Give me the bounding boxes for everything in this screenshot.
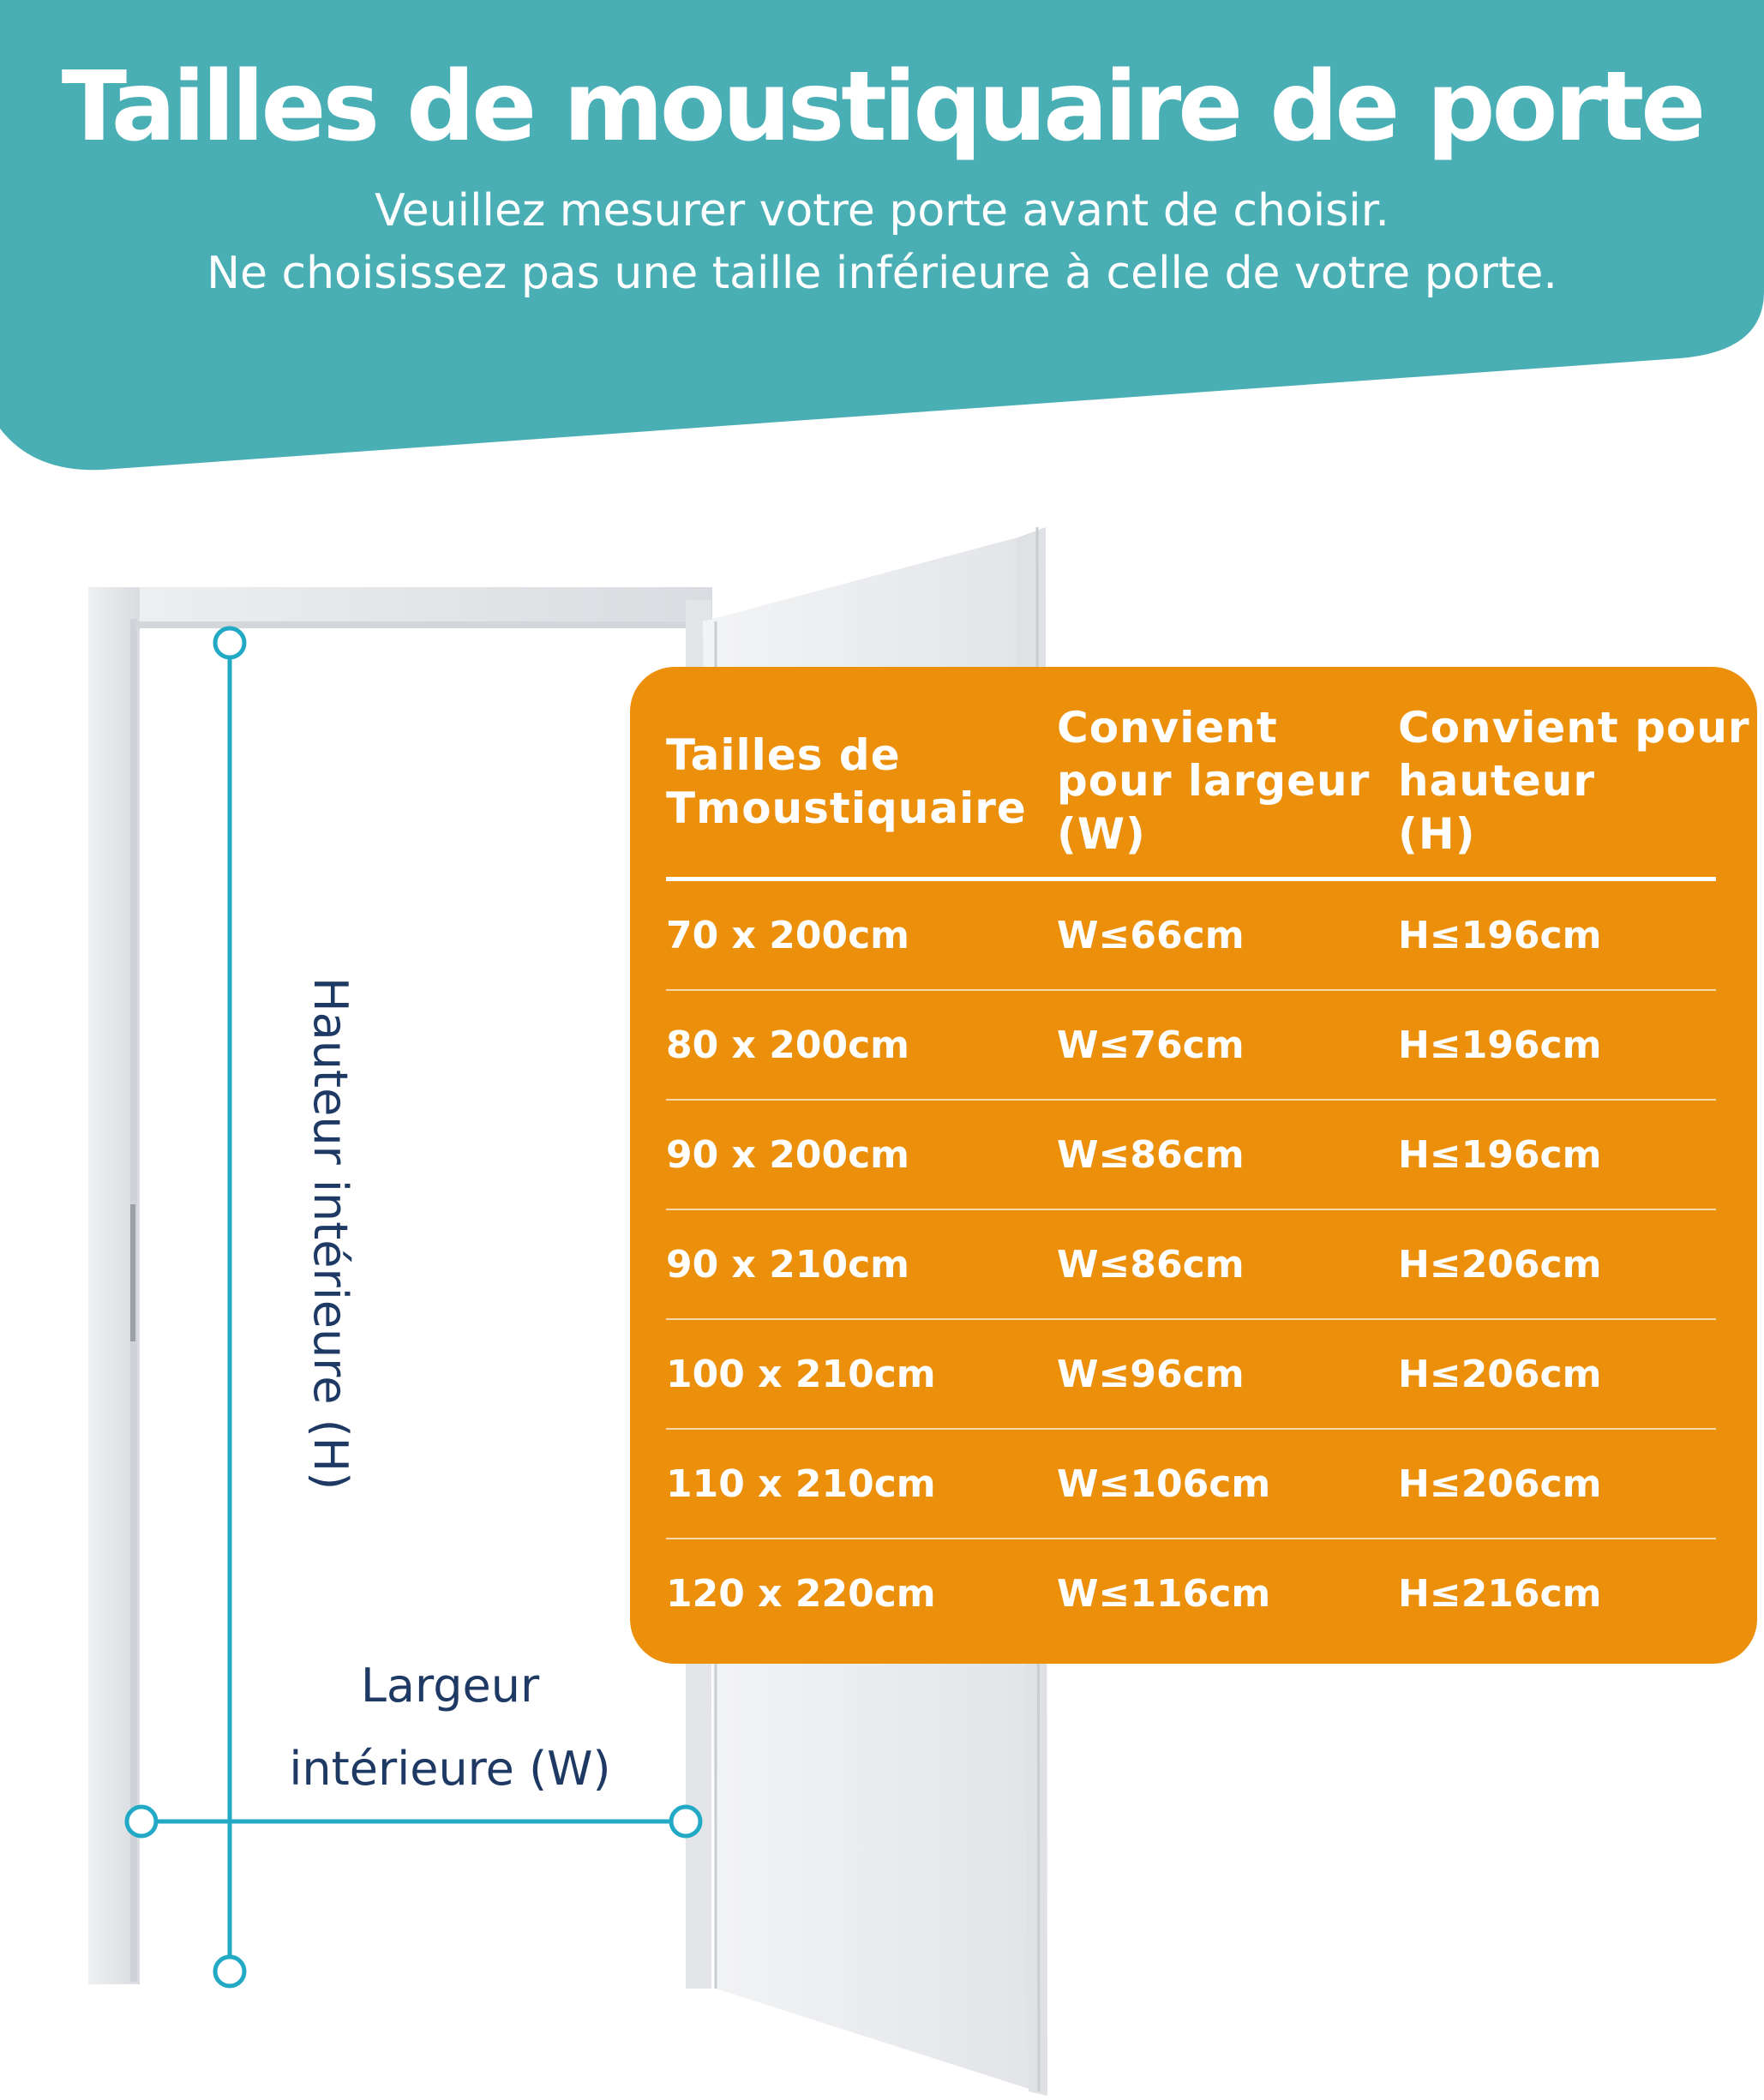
- width-cell: W≤86cm: [1057, 1243, 1245, 1287]
- column-header-height-line-3: (H): [1398, 809, 1476, 859]
- table-row: [666, 1430, 1716, 1539]
- size-cell: 70 x 200cm: [666, 914, 910, 957]
- width-cell: W≤66cm: [1057, 914, 1245, 957]
- width-label-line-2: intérieure (W): [289, 1742, 611, 1796]
- table-row: [666, 1320, 1716, 1430]
- table-row: [666, 881, 1716, 991]
- width-cell: W≤106cm: [1057, 1462, 1271, 1506]
- width-cell: W≤86cm: [1057, 1133, 1245, 1177]
- size-cell: 90 x 200cm: [666, 1133, 910, 1177]
- size-table: [630, 667, 1757, 1664]
- table-row: [666, 1210, 1716, 1320]
- page-title: Tailles de moustiquaire de porte: [61, 51, 1703, 163]
- height-cell: H≤216cm: [1398, 1572, 1602, 1616]
- size-cell: 110 x 210cm: [666, 1462, 936, 1506]
- column-header-height-line-1: Convient pour: [1398, 703, 1750, 753]
- table-row: [666, 1101, 1716, 1210]
- column-header-width: [1057, 701, 1370, 861]
- height-cell: H≤206cm: [1398, 1243, 1602, 1287]
- height-cell: H≤196cm: [1398, 1133, 1602, 1177]
- size-cell: 80 x 200cm: [666, 1023, 910, 1067]
- size-cell: 100 x 210cm: [666, 1353, 936, 1396]
- column-header-width-line-3: (W): [1057, 809, 1146, 859]
- column-header-size: [666, 729, 1027, 835]
- height-label: Hauteur intérieure (H): [303, 977, 357, 1491]
- table-row: [666, 991, 1716, 1101]
- column-header-size-line-2: Tmoustiquaire: [666, 783, 1027, 833]
- width-cell: W≤76cm: [1057, 1023, 1245, 1067]
- width-label-line-1: Largeur: [360, 1659, 540, 1713]
- column-header-height: [1398, 701, 1750, 861]
- height-cell: H≤206cm: [1398, 1353, 1602, 1396]
- subtitle-line-1: Veuillez mesurer votre porte avant de choisir.: [375, 185, 1389, 237]
- column-header-height-line-2: hauteur: [1398, 756, 1595, 806]
- column-header-size-line-1: Tailles de: [666, 730, 901, 780]
- table-row: [666, 1539, 1716, 1649]
- width-cell: W≤116cm: [1057, 1572, 1271, 1616]
- subtitle-line-2: Ne choisissez pas une taille inférieure à celle de votre porte.: [207, 248, 1557, 299]
- height-cell: H≤196cm: [1398, 1023, 1602, 1067]
- column-header-width-line-2: pour largeur: [1057, 756, 1371, 806]
- height-cell: H≤196cm: [1398, 914, 1602, 957]
- size-cell: 90 x 210cm: [666, 1243, 910, 1287]
- height-cell: H≤206cm: [1398, 1462, 1602, 1506]
- column-header-width-line-1: Convient: [1057, 703, 1278, 753]
- size-cell: 120 x 220cm: [666, 1572, 936, 1616]
- width-cell: W≤96cm: [1057, 1353, 1245, 1396]
